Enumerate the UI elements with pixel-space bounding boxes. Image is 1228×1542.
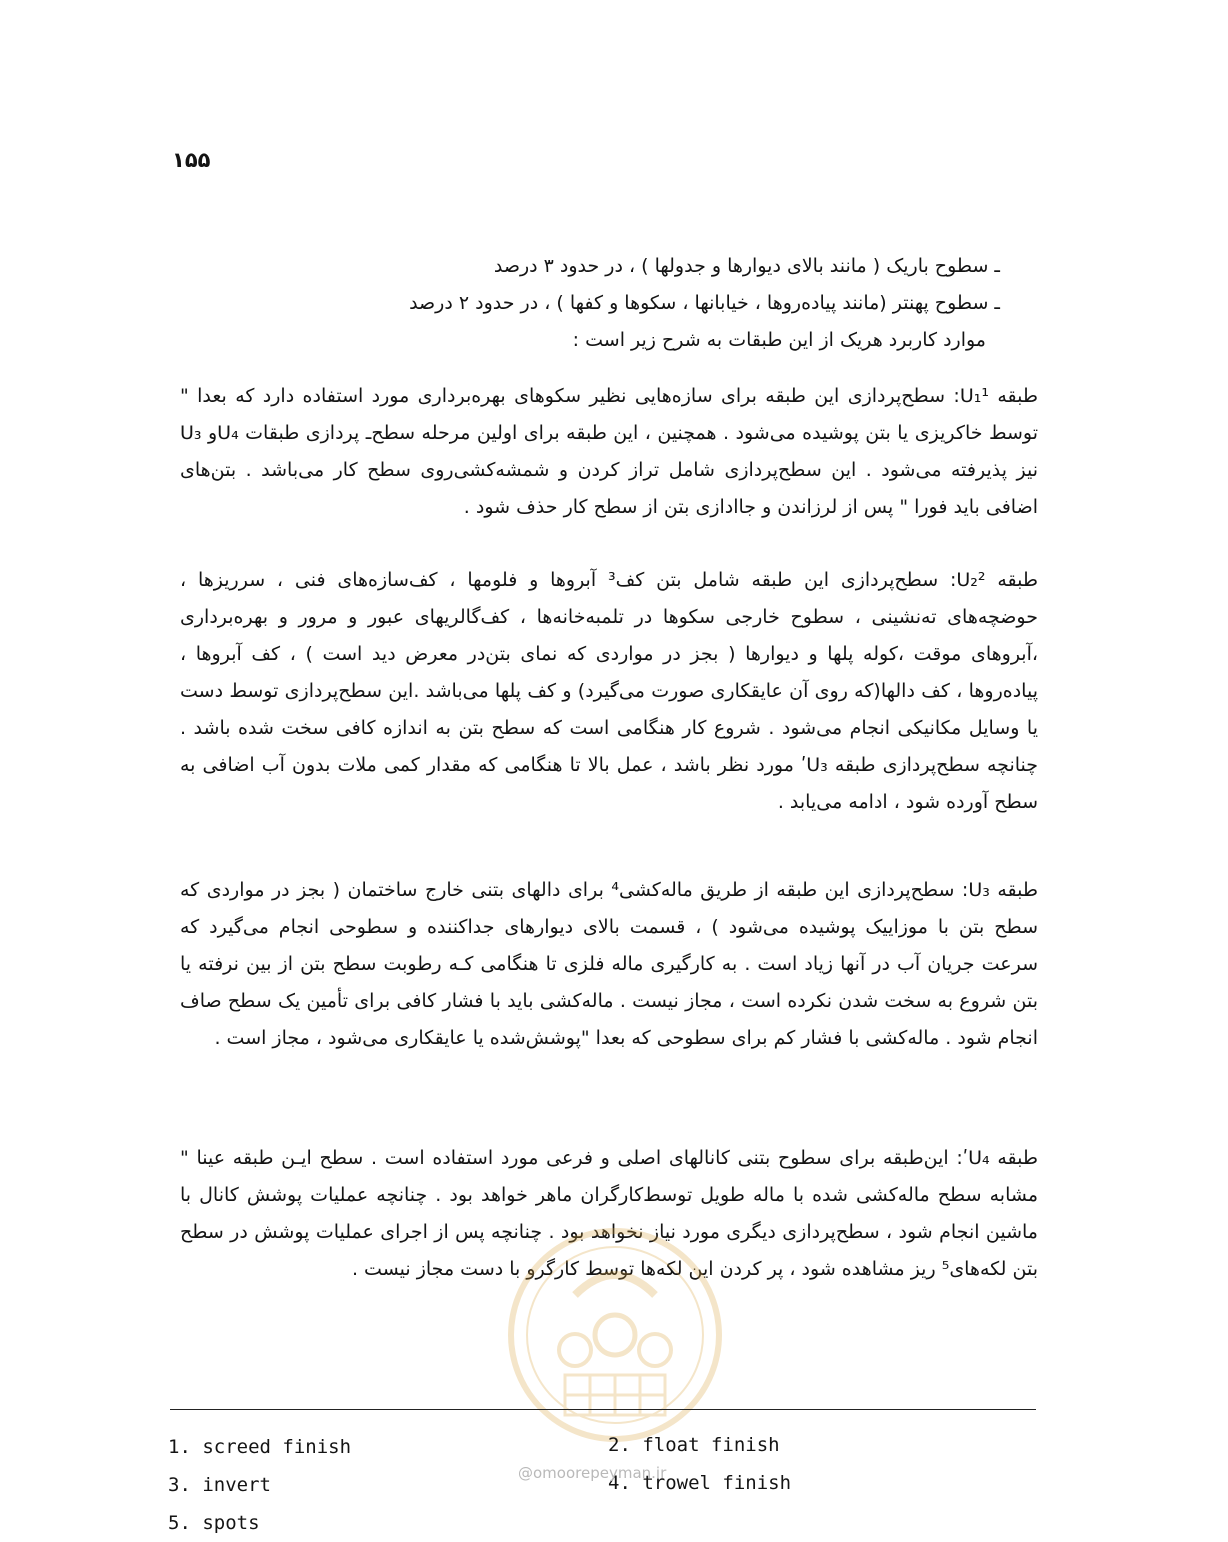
section-text: : سطح‌پردازی این طبقه شامل بتن کف³ آبروها و فلومها ، کف‌سازه‌های فنی ، سرریزها ، حوضچه‌های ته‌نشینی ، سطوح خارجی سکوها در تلمبه‌خانه‌ها ، کف‌گالریهای عبور و مرور و بهره‌برداری ،آبروهای موقت ،کوله پلها و دیوارها ( بجز در مواردی که نمای بتن‌در معرض دید است ) ، کف آبروها ، پیاده‌روها ، کف دالها(که روی آن عایقکاری صورت می‌گیرد) و کف پلها می‌باشد .این سطح‌پردازی توسط دست یا وسایل مکانیکی انجام می‌شود . شروع کار هنگامی است که سطح بتن به اندازه کافی سخت شده باشد . چنانچه سطح‌پردازی طبقه U₃ʹ مورد نظر باشد ، عمل بالا تا هنگامی که مقدار کمی ملات بدون آب اضافی به سطح آورده شود ، ادامه می‌یابد . xyxy=(180,569,1039,813)
footnote-3: 3. invert xyxy=(168,1474,271,1496)
section-term: طبقه U₄ʹ xyxy=(962,1147,1038,1169)
intro-line-wide-surfaces: ـ سطوح پهنتر (مانند پیاده‌روها ، خیابانها ، سکوها و کفها ) ، در حدود ۲ درصد xyxy=(409,292,1000,314)
footnote-1: 1. screed finish xyxy=(168,1436,352,1458)
section-term: طبقه U₃ xyxy=(968,879,1038,901)
page-number: ۱۵۵ xyxy=(172,148,211,172)
section-text: : سطح‌پردازی این طبقه برای سازه‌هایی نظیر سکوهای بهره‌برداری مورد استفاده دارد که بعدا " توسط خاکریزی یا بتن پوشیده می‌شود . همچنین ، این طبقه برای اولین مرحله سطح‌ـ پردازی طبقات U₄و U₃ نیز پذیرفته می‌شود . این سطح‌پردازی شامل تراز کردن و شمشه‌کشی‌روی سطح کار می‌باشد . بتن‌های اضافی باید فورا " پس از لرزاندن و جاادازی بتن از سطح کار حذف شود . xyxy=(180,385,1039,518)
section-u1 xyxy=(180,378,1038,526)
footnote-divider xyxy=(170,1409,1036,1410)
section-text: : این‌طبقه برای سطوح بتنی کانالهای اصلی و فرعی مورد استفاده است . سطح ایـن طبقه عینا " مشابه سطح ماله‌کشی شده با ماله طویل توسط‌کارگران ماهر خواهد بود . چنانچه عملیات پوشش کانال با ماشین انجام شود ، سطح‌پردازی دیگری مورد نیاز نخواهد بود . چنانچه پس از اجرای عملیات پوشش در سطح بتن لکه‌های⁵ ریز مشاهده شود ، پر کردن این لکه‌ها توسط کارگرو با دست مجاز نیست . xyxy=(180,1147,1038,1280)
footnote-5: 5. spots xyxy=(168,1512,260,1534)
section-u3 xyxy=(180,872,1038,1057)
seal-watermark-icon xyxy=(505,1225,725,1445)
section-term: طبقه U₁¹ xyxy=(959,385,1038,407)
section-u2 xyxy=(180,562,1038,821)
intro-line-narrow-surfaces: ـ سطوح باریک ( مانند بالای دیوارها و جدولها ) ، در حدود ۳ درصد xyxy=(493,255,1000,277)
section-text: : سطح‌پردازی این طبقه از طریق ماله‌کشی⁴ برای دالهای بتنی خارج ساختمان ( بجز در مواردی که سطح بتن با موزاییک پوشیده می‌شود ) ، قسمت بالای دیوارهای جداکننده و سطوحی انجام می‌گیرد که سرعت جریان آب در آنها زیاد است . به کارگیری ماله فلزی تا هنگامی کـه رطوبت سطح بتن از بین نرفته یا بتن شروع به سخت شدن نکرده است ، مجاز نیست . ماله‌کشی باید با فشار کافی برای تأمین یک سطح صاف انجام شود . ماله‌کشی با فشار کم برای سطوحی که بعدا "پوشش‌شده یا عایقکاری می‌شود ، مجاز است . xyxy=(180,879,1038,1049)
footnote-4: 4. trowel finish xyxy=(608,1472,792,1494)
intro-list xyxy=(300,248,1000,359)
section-term: طبقه U₂² xyxy=(956,569,1039,591)
footnote-2: 2. float finish xyxy=(608,1434,780,1456)
intro-line-usage: موارد کاربرد هریک از این طبقات به شرح زیر است : xyxy=(572,329,986,351)
watermark-text: @omoorepeyman.ir xyxy=(518,1464,667,1482)
